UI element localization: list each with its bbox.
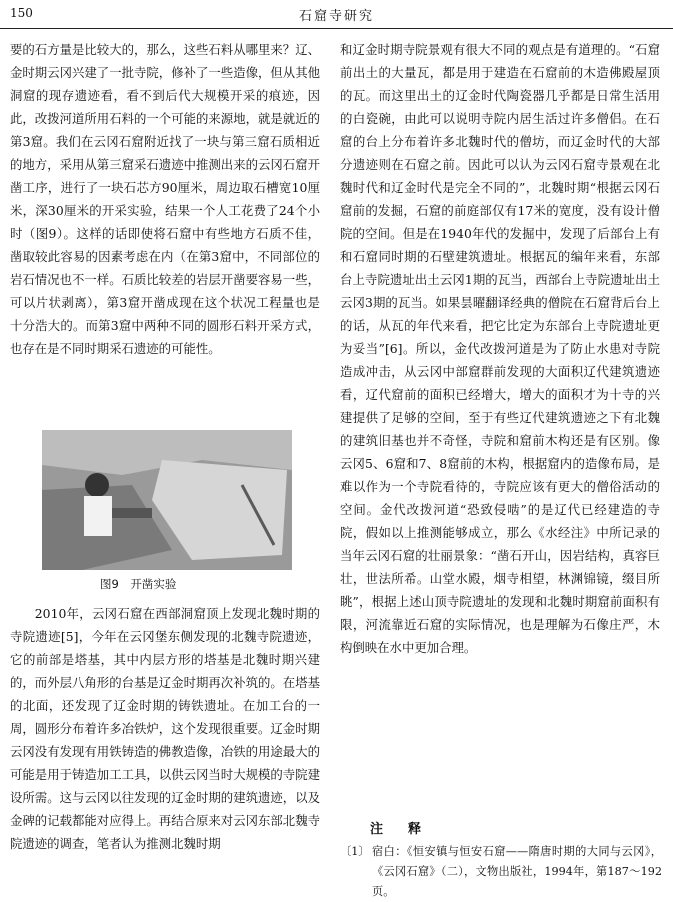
- excavation-photo-illustration: [42, 430, 292, 570]
- right-paragraph: 和辽金时期寺院景观有很大不同的观点是有道理的。“石窟前出土的大量瓦，都是用于建造在石窟前的木造佛殿屋顶的瓦。而这里出土的辽金时代陶瓷器几乎都是日常生活用的白瓷碗，由此可以说明寺院内居生活过许多僧侣。在石窟的台上分布着许多北魏时代的僧坊，而辽金时代的大部分遗迹则在石窟之前。因此可以认为云冈石窟寺景观在北魏时代和辽金时代是完全不同的”，北魏时期“根据云冈石窟前的发掘，石窟的前庭部仅有17米的宽度，没有设计僧院的空间。但是在1940年代的发掘中，发现了后部台上有和石窟同时期的石壁建筑遗址。根据瓦的编年来看，东部台上寺院遗址出土云冈1期的瓦当，西部台上寺院遗址出土云冈3期的瓦当。如果昙曜翻译经典的僧院在石窟背后台上的话，从瓦的年代来看，把它比定为东部台上寺院遗址更为妥当”[6]。所以，金代改拨河道是为了防止水患对寺院造成冲击，从云冈中部窟群前发现的大面积辽代建筑遗迹看，辽代窟前的面积已经增大，增大的面积才为十寺的兴建提供了足够的空间，至于有些辽代建筑遗迹之下有北魏的建筑旧基也并不奇怪，寺院和窟前木构还是有区别。像云冈5、6窟和7、8窟前的木构，根据窟内的造像布局，是难以作为一个寺院看待的，寺院应该有更大的僧俗活动的空间。金代改拨河道“恐致侵啮”的是辽代已经建造的寺院，假如以上推测能够成立，那么《水经注》中所记录的当年云冈石窟的壮丽景象：“凿石开山，因岩结构，真容巨壮，世法所希。山堂水殿，烟寺相望，林渊锦镜，缀目所眺”，根据上述山顶寺院遗址的发现和北魏时期窟前面积有限，河流靠近石窟的实际情况，也是理解为石像庄严，木构倒映在水中更加合理。: [340, 42, 660, 655]
- left-column-lower: [10, 602, 320, 855]
- left-paragraph-1: 要的石方量是比较大的，那么，这些石料从哪里来？辽、金时期云冈兴建了一批寺院，修补了一些造像，但从其他洞窟的现存遗迹看，看不到后代大规模开采的痕迹，因此，改拨河道所用石料的一个可能的来源地，就是就近的第3窟。我们在云冈石窟附近找了一块与第三窟石质相近的地方，采用从第三窟采石遗迹中推测出来的云冈石窟开凿工序，进行了一块石芯方90厘米，周边取石槽宽10厘米，深30厘米的开采实验，结果一个人工花费了24个小时（图9）。这样的话即使将石窟中有些地方石质不佳，凿取较此容易的因素考虑在内（在第3窟中，不同部位的岩石情况也不一样。石质比较差的岩层开凿要容易一些，可以片状剥离），第3窟开凿成现在这个状况工程量也是十分浩大的。而第3窟中两种不同的圆形石料开采方式，也存在是不同时期采石遗迹的可能性。: [10, 42, 320, 356]
- page-header: [0, 0, 673, 29]
- running-title: 石窟寺研究: [298, 9, 374, 24]
- left-column: [10, 38, 320, 360]
- notes-heading: 注 释: [370, 822, 428, 837]
- note-1-text: 宿白：《恒安镇与恒安石窟——隋唐时期的大同与云冈》，《云冈石窟》（二），文物出版社，1994年，第187～192页。: [372, 845, 662, 898]
- figure-caption: 图9 开凿实验: [100, 577, 177, 591]
- note-1-label: 〔1〕: [340, 845, 370, 858]
- page-number: 150: [10, 6, 33, 20]
- left-paragraph-2: 2010年，云冈石窟在西部洞窟顶上发现北魏时期的寺院遗迹[5]，今年在云冈堡东侧发现的北魏寺院遗迹，它的前部是塔基，其中内层方形的塔基是北魏时期兴建的，而外层八角形的台基是辽金时期再次补筑的。在塔基的北面，还发现了辽金时期的铸铁遗址。在加工台的一周，圆形分布着许多冶铁炉，这个发现很重要。辽金时期云冈没有发现有用铁铸造的佛教造像，冶铁的用途最大的可能是用于铸造加工工具，以供云冈当时大规模的寺院建设所需。这与云冈以往发现的辽金时期的建筑遗迹，以及金碑的记载都能对应得上。再结合原来对云冈东部北魏寺院遗迹的调查，笔者认为推测北魏时期: [10, 606, 320, 851]
- figure-9-photo: [42, 430, 292, 570]
- right-column: [340, 38, 660, 659]
